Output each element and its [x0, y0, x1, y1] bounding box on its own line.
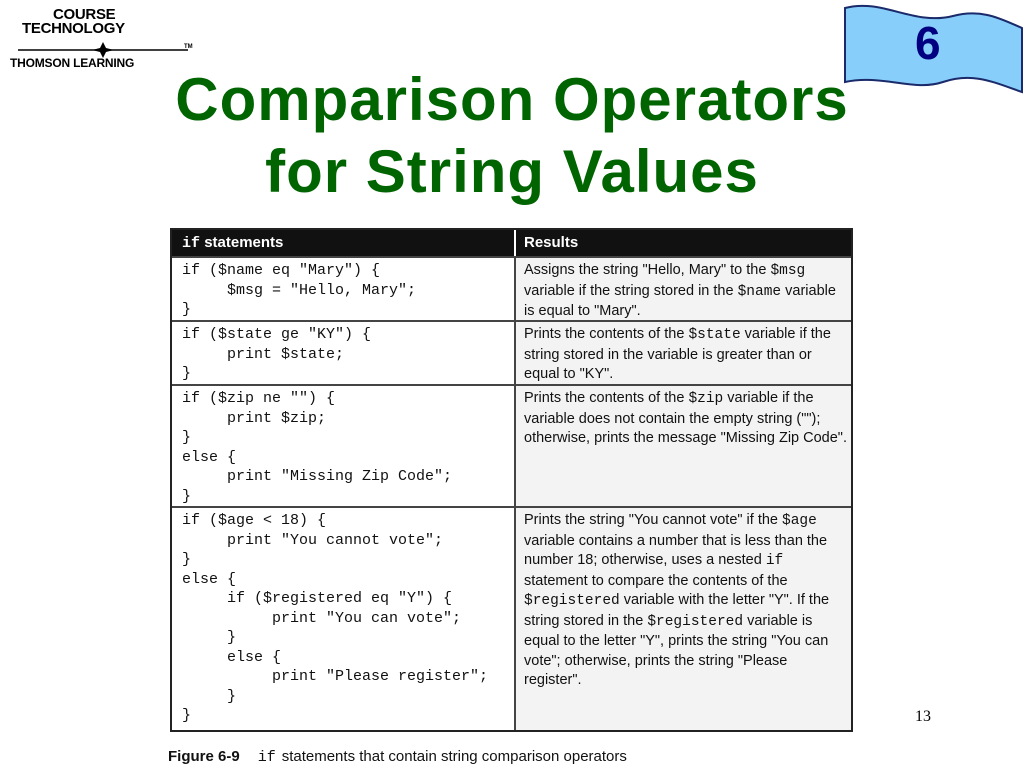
caption-code: if — [257, 749, 276, 766]
figure-label: Figure 6-9 — [168, 748, 240, 765]
table-row — [172, 320, 851, 384]
result-text: variable with the letter "Y". If the string stored in the — [524, 592, 830, 629]
figure-caption — [168, 748, 627, 766]
logo-line-thomson: THOMSON LEARNING — [10, 56, 135, 70]
table-row — [172, 384, 851, 506]
code-cell: if ($zip ne "") { print $zip; } else { print "Missing Zip Code"; } — [172, 386, 516, 506]
variable-name: if — [765, 553, 784, 569]
variable-name: $msg — [770, 263, 806, 279]
result-cell — [516, 322, 851, 384]
table-header — [172, 230, 851, 256]
variable-name: $registered — [524, 593, 620, 609]
result-text: variable is equal to "Mary". — [524, 282, 836, 319]
result-text: Prints the string "You cannot vote" if the — [524, 512, 783, 528]
table-row — [172, 256, 851, 320]
logo-line-course: COURSE — [53, 6, 116, 23]
course-technology-logo — [8, 6, 198, 70]
result-text: statement to compare the contents of the — [524, 572, 788, 589]
logo-trademark: TM — [184, 44, 193, 50]
header-if-statements — [172, 230, 516, 256]
code-cell: if ($state ge "KY") { print $state; } — [172, 322, 516, 384]
variable-name: $registered — [647, 613, 744, 630]
page-number: 13 — [915, 708, 931, 725]
variable-name: $zip — [688, 391, 724, 407]
result-cell — [516, 258, 851, 320]
variable-name: $state — [688, 327, 741, 343]
result-text: Assigns the string "Hello, Mary" to the — [524, 262, 771, 278]
title-line-2: for String Values — [265, 138, 759, 205]
chapter-number: 6 — [915, 17, 941, 69]
header-if-code: if — [182, 235, 201, 252]
title-line-1: Comparison Operators — [175, 66, 849, 133]
header-statements-text: statements — [204, 234, 284, 251]
result-cell — [516, 386, 851, 506]
code-cell: if ($name eq "Mary") { $msg = "Hello, Mary"; } — [172, 258, 516, 320]
result-text: Prints the contents of the — [524, 326, 689, 342]
result-text: variable if the string stored in the variable is greater than or equal to "KY". — [524, 326, 831, 382]
result-text: Prints the contents of the — [524, 390, 689, 406]
logo-line-technology: TECHNOLOGY — [22, 20, 125, 37]
header-results: Results — [524, 234, 579, 251]
caption-text: statements that contain string comparison operators — [281, 748, 627, 765]
result-text: variable is equal to the letter "Y", prints the string "You can vote"; otherwise, prints the string "Please register". — [524, 612, 829, 688]
comparison-table — [170, 228, 853, 732]
slide-title — [0, 64, 1024, 208]
result-text: variable if the string stored in the — [524, 282, 738, 299]
result-text: variable contains a number that is less than the number 18; otherwise, uses a nested — [524, 532, 828, 568]
variable-name: $age — [782, 513, 817, 529]
result-cell — [516, 508, 851, 730]
code-cell: if ($age < 18) { print "You cannot vote"; } else { if ($registered eq "Y") { print "You can vote"; } else { print "Please register"; } } — [172, 508, 516, 730]
result-text: variable if the variable does not contain the empty string (""); otherwise, prints the message "Missing Zip Code". — [524, 390, 847, 446]
variable-name: $name — [737, 283, 782, 300]
table-row — [172, 506, 851, 730]
